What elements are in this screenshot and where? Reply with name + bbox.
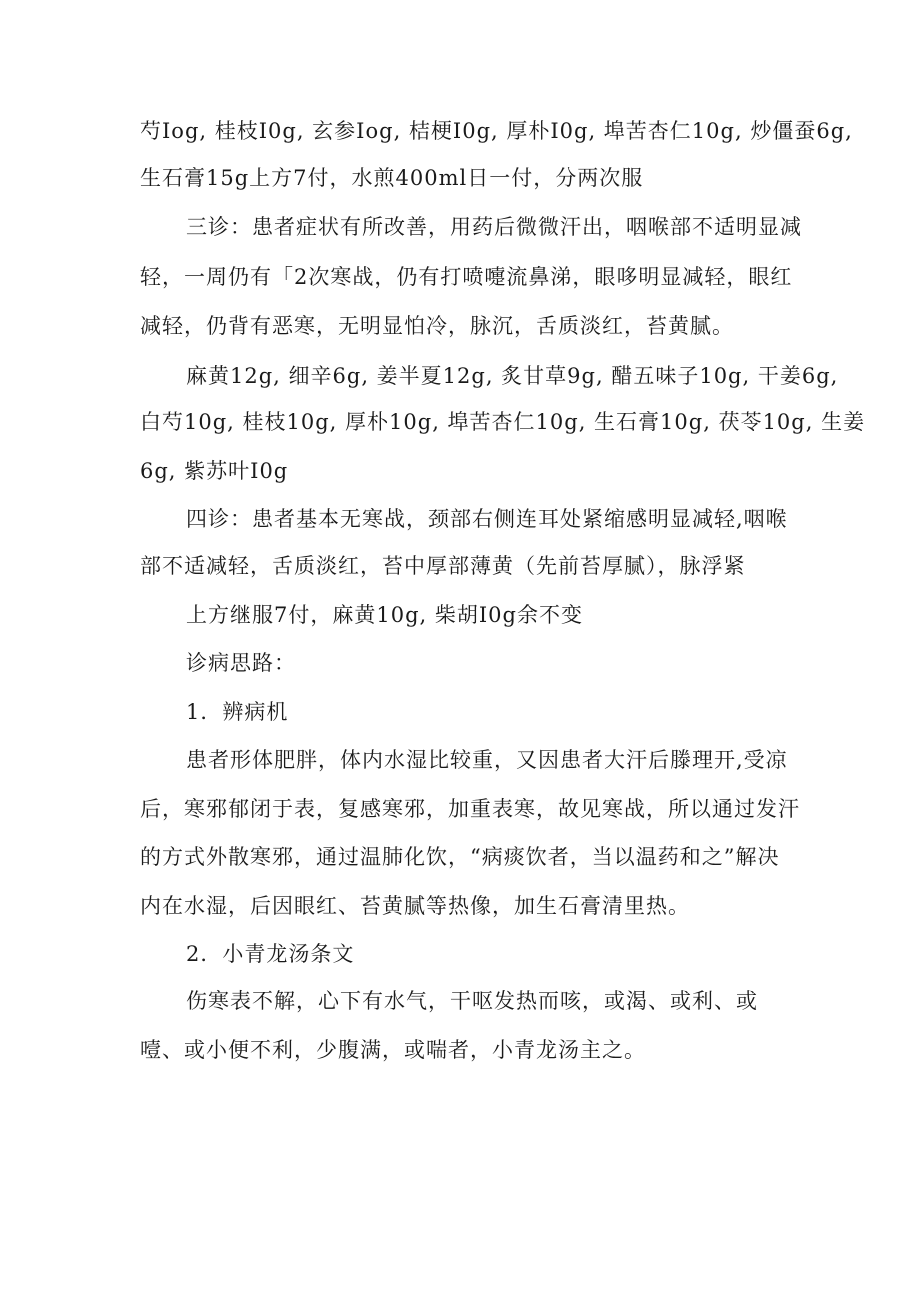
- third-visit-prescription-line: 6g, 紫苏叶I0g: [140, 459, 289, 483]
- classic-text-line: 伤寒表不解，心下有水气，干呕发热而咳，或渴、或利、或: [186, 989, 758, 1013]
- section-heading-diagnosis-approach: 诊病思路：: [186, 651, 296, 675]
- prescription-line-continued: 芍Iog, 桂枝I0g, 玄参Iog, 桔梗I0g, 厚朴I0g, 埠苦杏仁10g, 炒僵蚕6g,: [140, 119, 853, 143]
- fourth-visit-prescription-line: 上方继服7付，麻黄10g, 柴胡I0g余不变: [186, 603, 583, 627]
- subheading-xiaoqinglong-decoction: 2．小青龙汤条文: [186, 942, 355, 966]
- third-visit-paragraph-line: 三诊：患者症状有所改善，用药后微微汗出，咽喉部不适明显减: [186, 215, 802, 239]
- fourth-visit-paragraph-line: 部不适减轻，舌质淡红，苔中厚部薄黄（先前苔厚腻），脉浮紧: [140, 554, 746, 578]
- prescription-line-dosage: 生石膏15g上方7付，水煎400ml日一付，分两次服: [140, 166, 644, 190]
- subheading-pathogenesis: 1．辨病机: [186, 700, 289, 724]
- pathogenesis-paragraph-line: 的方式外散寒邪，通过温肺化饮，“病痰饮者，当以温药和之”解决: [140, 845, 780, 869]
- pathogenesis-paragraph-line: 后，寒邪郁闭于表，复感寒邪，加重表寒，故见寒战，所以通过发汗: [140, 797, 800, 821]
- pathogenesis-paragraph-line: 患者形体肥胖，体内水湿比较重，又因患者大汗后滕理开,受凉: [186, 748, 788, 772]
- fourth-visit-paragraph-line: 四诊：患者基本无寒战，颈部右侧连耳处紧缩感明显减轻,咽喉: [186, 507, 788, 531]
- third-visit-paragraph-line: 减轻，仍背有恶寒，无明显怕冷，脉沉，舌质淡红，苔黄腻。: [140, 314, 734, 338]
- classic-text-line: 噎、或小便不利，少腹满，或喘者，小青龙汤主之。: [140, 1038, 646, 1062]
- third-visit-paragraph-line: 轻，一周仍有「2次寒战，仍有打喷嚏流鼻涕，眼哆明显减轻，眼红: [140, 265, 793, 289]
- pathogenesis-paragraph-line: 内在水湿，后因眼红、苔黄腻等热像，加生石膏清里热。: [140, 894, 690, 918]
- third-visit-prescription-line: 白芍10g, 桂枝10g, 厚朴10g, 埠苦杏仁10g, 生石膏10g, 茯苓10g, 生姜: [140, 410, 866, 434]
- third-visit-prescription-line: 麻黄12g, 细辛6g, 姜半夏12g, 炙甘草9g, 醋五味子10g, 干姜6g,: [186, 364, 839, 388]
